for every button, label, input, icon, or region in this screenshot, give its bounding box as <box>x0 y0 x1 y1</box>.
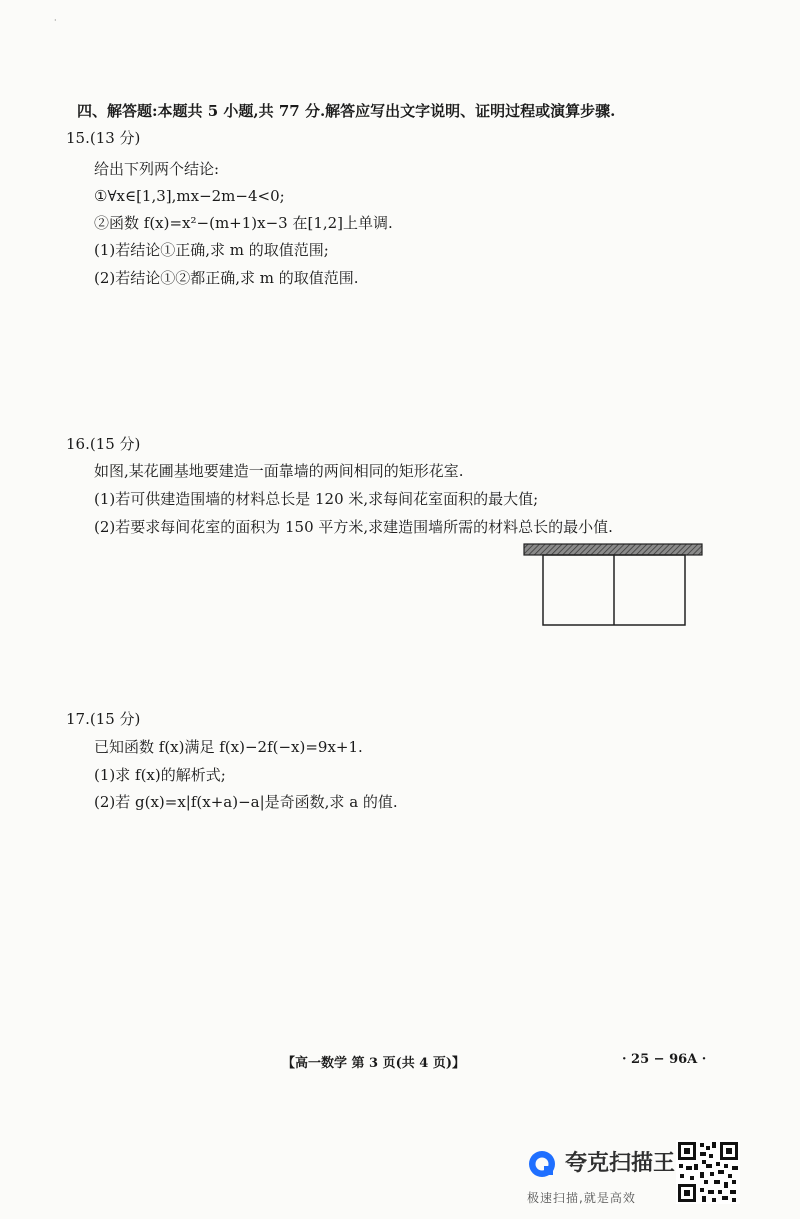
q16-part-2: (2)若要求每间花室的面积为 150 平方米,求建造围墙所需的材料总长的最小值. <box>94 518 613 536</box>
q17-part-2: (2)若 g(x)=x|f(x+a)−a|是奇函数,求 a 的值. <box>94 793 398 811</box>
watermark-brand: 夸克扫描王 <box>565 1151 676 1176</box>
q15-part-1: (1)若结论①正确,求 m 的取值范围; <box>94 241 329 259</box>
q16-number: 16.(15 分) <box>66 435 141 453</box>
greenhouse-figure <box>523 543 703 627</box>
q15-part-2: (2)若结论①②都正确,求 m 的取值范围. <box>94 269 359 287</box>
exam-code: · 25 − 96A · <box>622 1052 707 1067</box>
q17-number: 17.(15 分) <box>66 710 141 728</box>
q15-number: 15.(13 分) <box>66 129 141 147</box>
q17-part-1: (1)求 f(x)的解析式; <box>94 766 226 784</box>
section-header: 四、解答题:本题共 5 小题,共 77 分.解答应写出文字说明、证明过程或演算步骤. <box>77 102 616 120</box>
q15-statement-2: ②函数 f(x)=x²−(m+1)x−3 在[1,2]上单调. <box>94 214 393 232</box>
qr-code-icon <box>676 1140 740 1204</box>
wall <box>524 544 702 555</box>
q16-intro: 如图,某花圃基地要建造一面靠墙的两间相同的矩形花室. <box>94 462 464 480</box>
page-mark: · <box>54 16 57 25</box>
page-footer: 【高一数学 第 3 页(共 4 页)】 <box>282 1056 466 1071</box>
q17-intro: 已知函数 f(x)满足 f(x)−2f(−x)=9x+1. <box>94 738 363 756</box>
q15-intro: 给出下列两个结论: <box>94 160 220 178</box>
q15-statement-1: ①∀x∈[1,3],mx−2m−4<0; <box>94 187 285 205</box>
watermark-slogan: 极速扫描,就是高效 <box>527 1191 636 1205</box>
q16-part-1: (1)若可供建造围墙的材料总长是 120 米,求每间花室面积的最大值; <box>94 490 539 508</box>
quark-logo-icon <box>527 1149 557 1179</box>
